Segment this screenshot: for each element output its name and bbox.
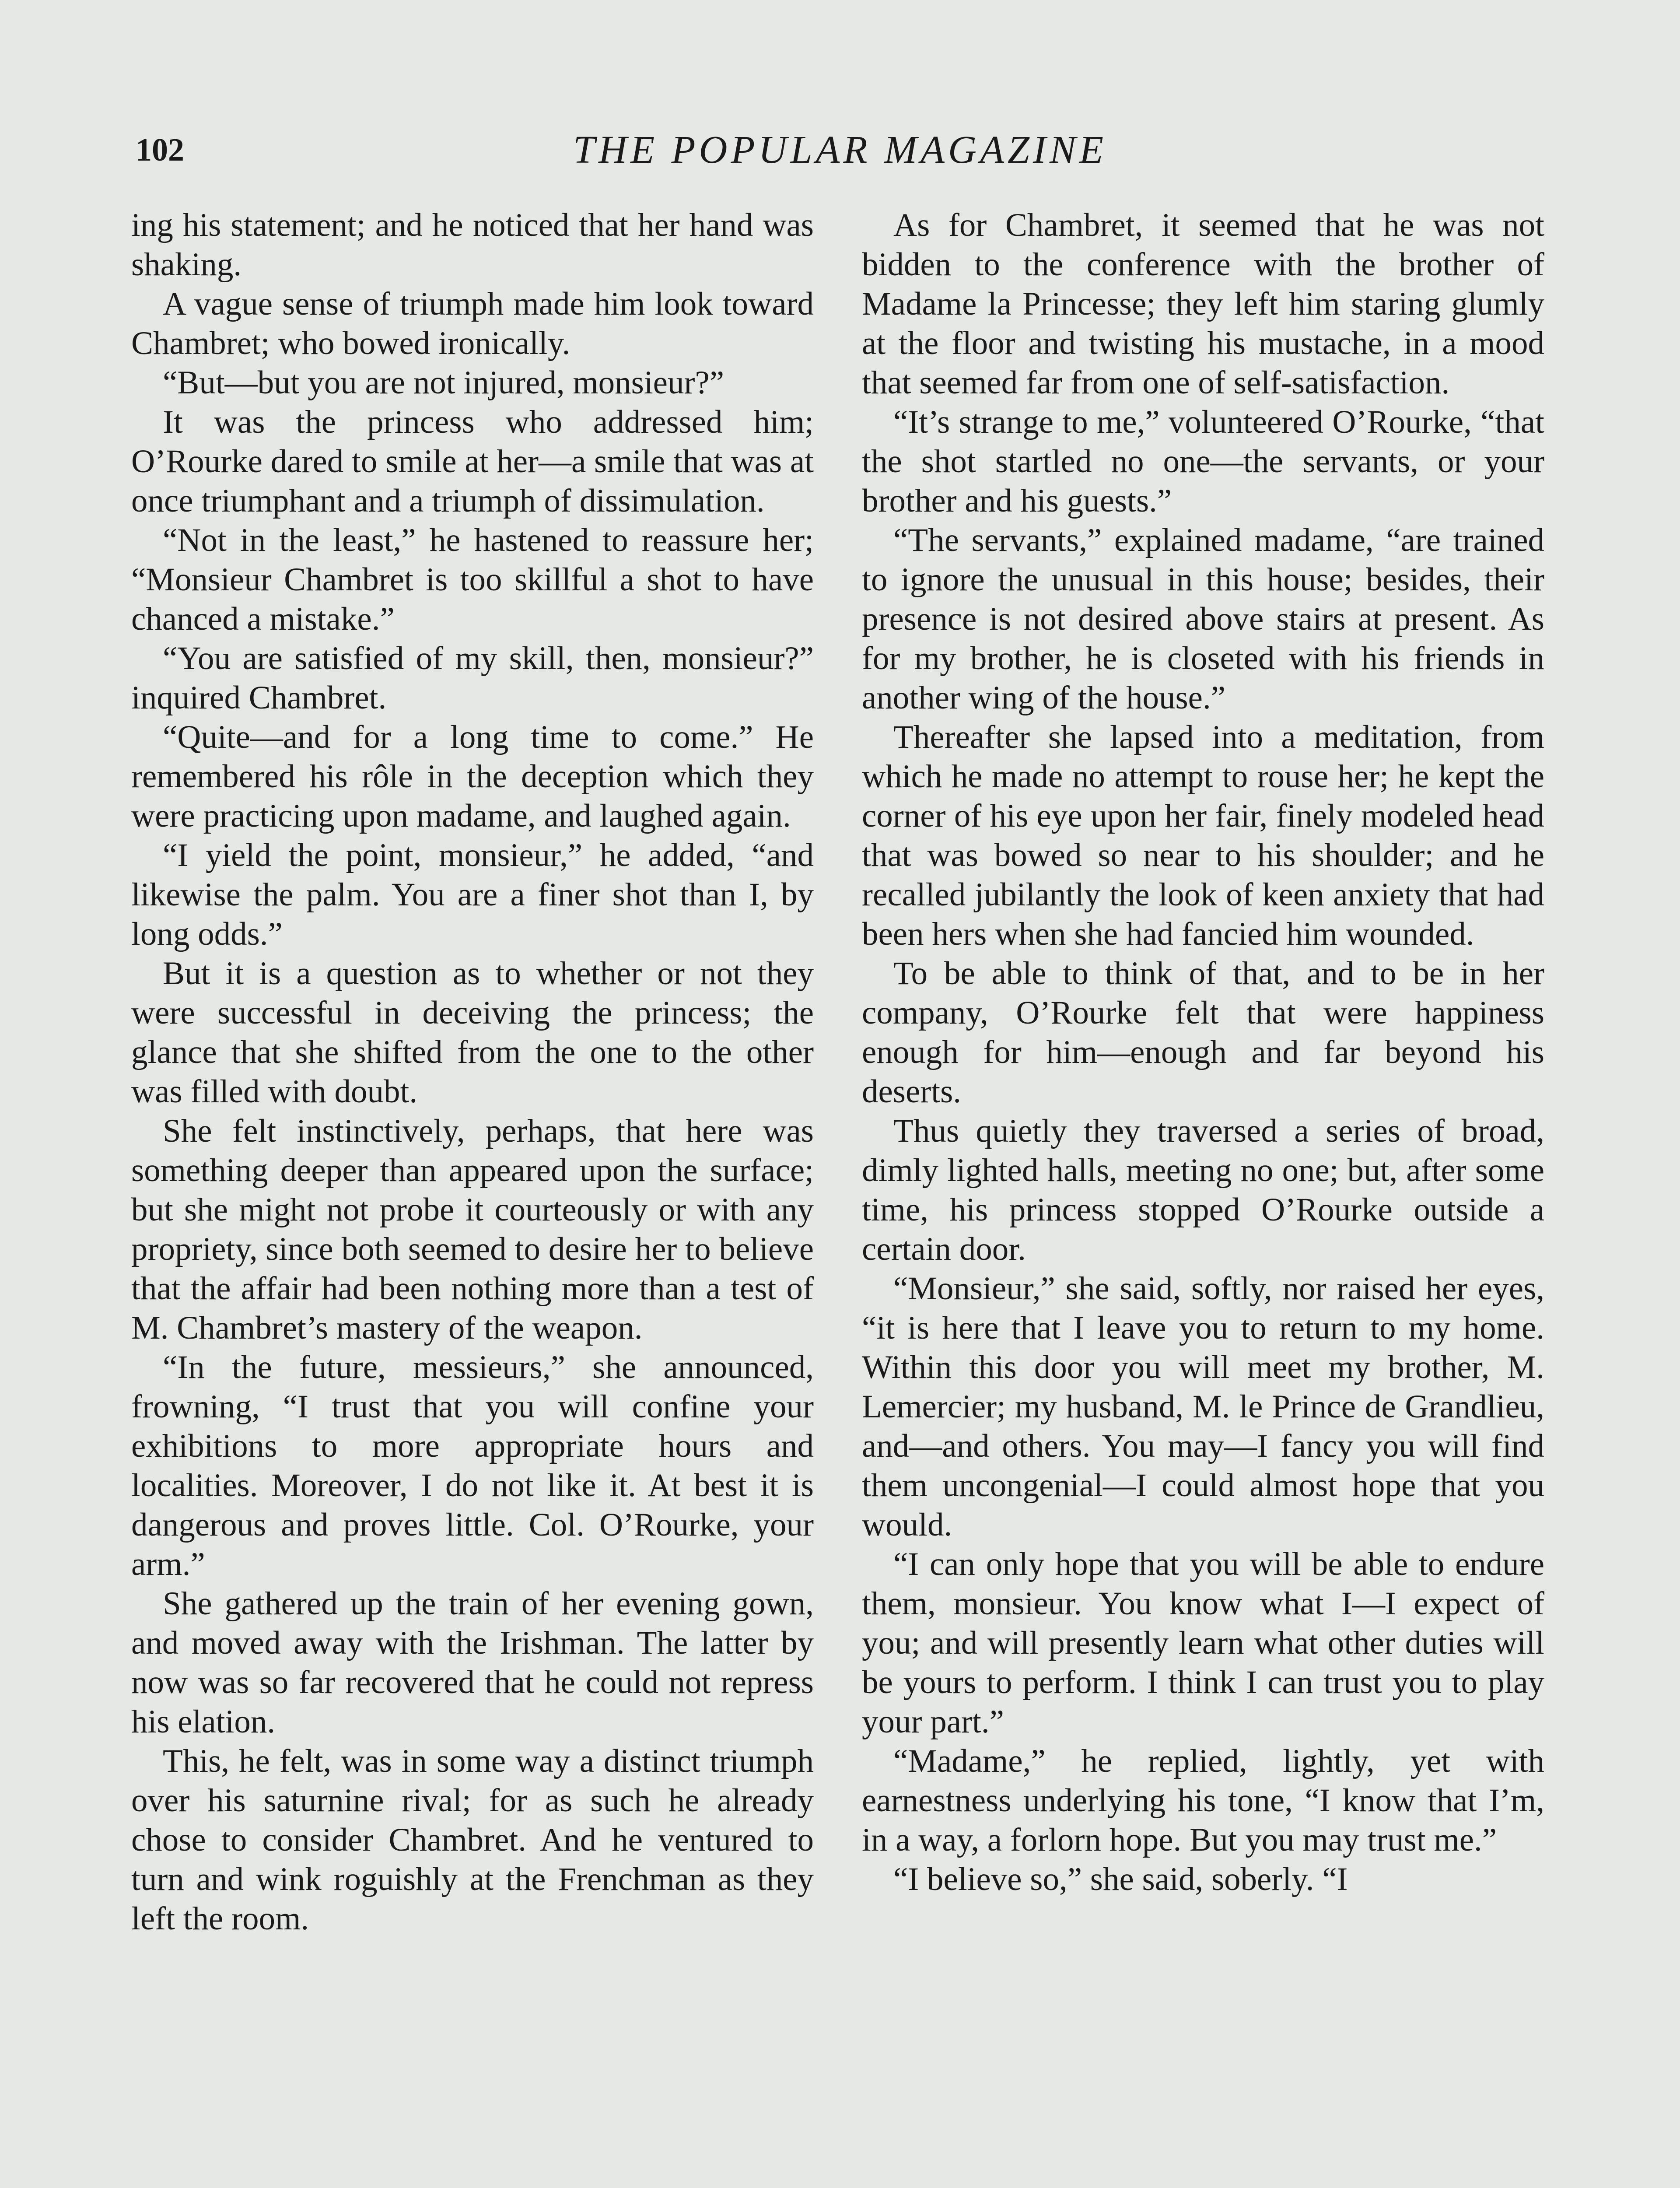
paragraph: It was the princess who addressed him; O’Rourke dared to smile at her—a smile that was at once triumphant and a triumph of dissimulation. — [131, 404, 814, 519]
paragraph: But it is a question as to whether or not they were successful in deceiving the princess; the glance that she shifted from the one to the other was filled with doubt. — [131, 955, 814, 1110]
paragraph: As for Chambret, it seemed that he was not bidden to the conference with the brother of Madame la Princesse; they left him staring glumly at the floor and twisting his mustache, in a mood that seemed far from one of self-satisfaction. — [862, 207, 1544, 401]
paragraph: “Madame,” he replied, lightly, yet with earnestness underlying his tone, “I know that I’m, in a way, a forlorn hope. But you may trust me.” — [862, 1743, 1544, 1858]
paragraph: She gathered up the train of her evening gown, and moved away with the Irishman. The latter by now was so far recovered that he could not repress his elation. — [131, 1585, 814, 1740]
paragraph: “I believe so,” she said, soberly. “I — [893, 1861, 1348, 1897]
paragraph: She felt instinctively, perhaps, that here was something deeper than appeared upon the surface; but she might not probe it courteously or with any propriety, since both seemed to desire her to believe that the affair had been nothing more than a test of M. Chambret’s mastery of the weapon. — [131, 1113, 814, 1346]
magazine-title: THE POPULAR MAGAZINE — [573, 128, 1107, 172]
right-column — [862, 206, 1544, 1899]
paragraph: “Not in the least,” he hastened to reassure her; “Monsieur Chambret is too skillful a shot to have chanced a mistake.” — [131, 522, 814, 637]
page-number: 102 — [136, 132, 184, 168]
paragraph: A vague sense of triumph made him look toward Chambret; who bowed ironically. — [131, 286, 814, 361]
paragraph: “It’s strange to me,” volunteered O’Rourke, “that the shot startled no one—the servants, or your brother and his guests.” — [862, 404, 1544, 519]
paragraph: “Quite—and for a long time to come.” He remembered his rôle in the deception which they were practicing upon madame, and laughed again. — [131, 719, 814, 834]
paragraph: Thus quietly they traversed a series of broad, dimly lighted halls, meeting no one; but, after some time, his princess stopped O’Rourke outside a certain door. — [862, 1113, 1544, 1267]
left-column — [131, 206, 814, 1939]
paragraph: “I can only hope that you will be able to endure them, monsieur. You know what I—I expect of you; and will presently learn what other duties will be yours to perform. I think I can trust you to play your part.” — [862, 1546, 1544, 1740]
paragraph: To be able to think of that, and to be in her company, O’Rourke felt that were happiness enough for him—enough and far beyond his deserts. — [862, 955, 1544, 1110]
paragraph: “The servants,” explained madame, “are trained to ignore the unusual in this house; besides, their presence is not desired above stairs at present. As for my brother, he is closeted with his friends in another wing of the house.” — [862, 522, 1544, 716]
paragraph: “I yield the point, monsieur,” he added, “and likewise the palm. You are a finer shot than I, by long odds.” — [131, 837, 814, 952]
paragraph: Thereafter she lapsed into a meditation, from which he made no attempt to rouse her; he kept the corner of his eye upon her fair, finely modeled head that was bowed so near to his shoulder; and he recalled jubilantly the look of keen anxiety that had been hers when she had fancied him wounded. — [862, 719, 1544, 952]
paragraph: “You are satisfied of my skill, then, monsieur?” inquired Chambret. — [131, 640, 814, 716]
page-header — [136, 126, 1544, 174]
paragraph: This, he felt, was in some way a distinct triumph over his saturnine rival; for as such he already chose to consider Chambret. And he ventured to turn and wink roguishly at the Frenchman as they left the room. — [131, 1743, 814, 1937]
paragraph: ing his statement; and he noticed that her hand was shaking. — [131, 207, 814, 283]
paragraph: “In the future, messieurs,” she announced, frowning, “I trust that you will confine your exhibitions to more appropriate hours and localities. Moreover, I do not like it. At best it is dangerous and proves little. Col. O’Rourke, your arm.” — [131, 1349, 814, 1582]
paragraph: “Monsieur,” she said, softly, nor raised her eyes, “it is here that I leave you to return to my home. Within this door you will meet my brother, M. Lemercier; my husband, M. le Prince de Grandlieu, and—and others. You may—I fancy you will find them uncongenial—I could almost hope that you would. — [862, 1270, 1544, 1543]
paragraph: “But—but you are not injured, monsieur?” — [163, 365, 724, 401]
